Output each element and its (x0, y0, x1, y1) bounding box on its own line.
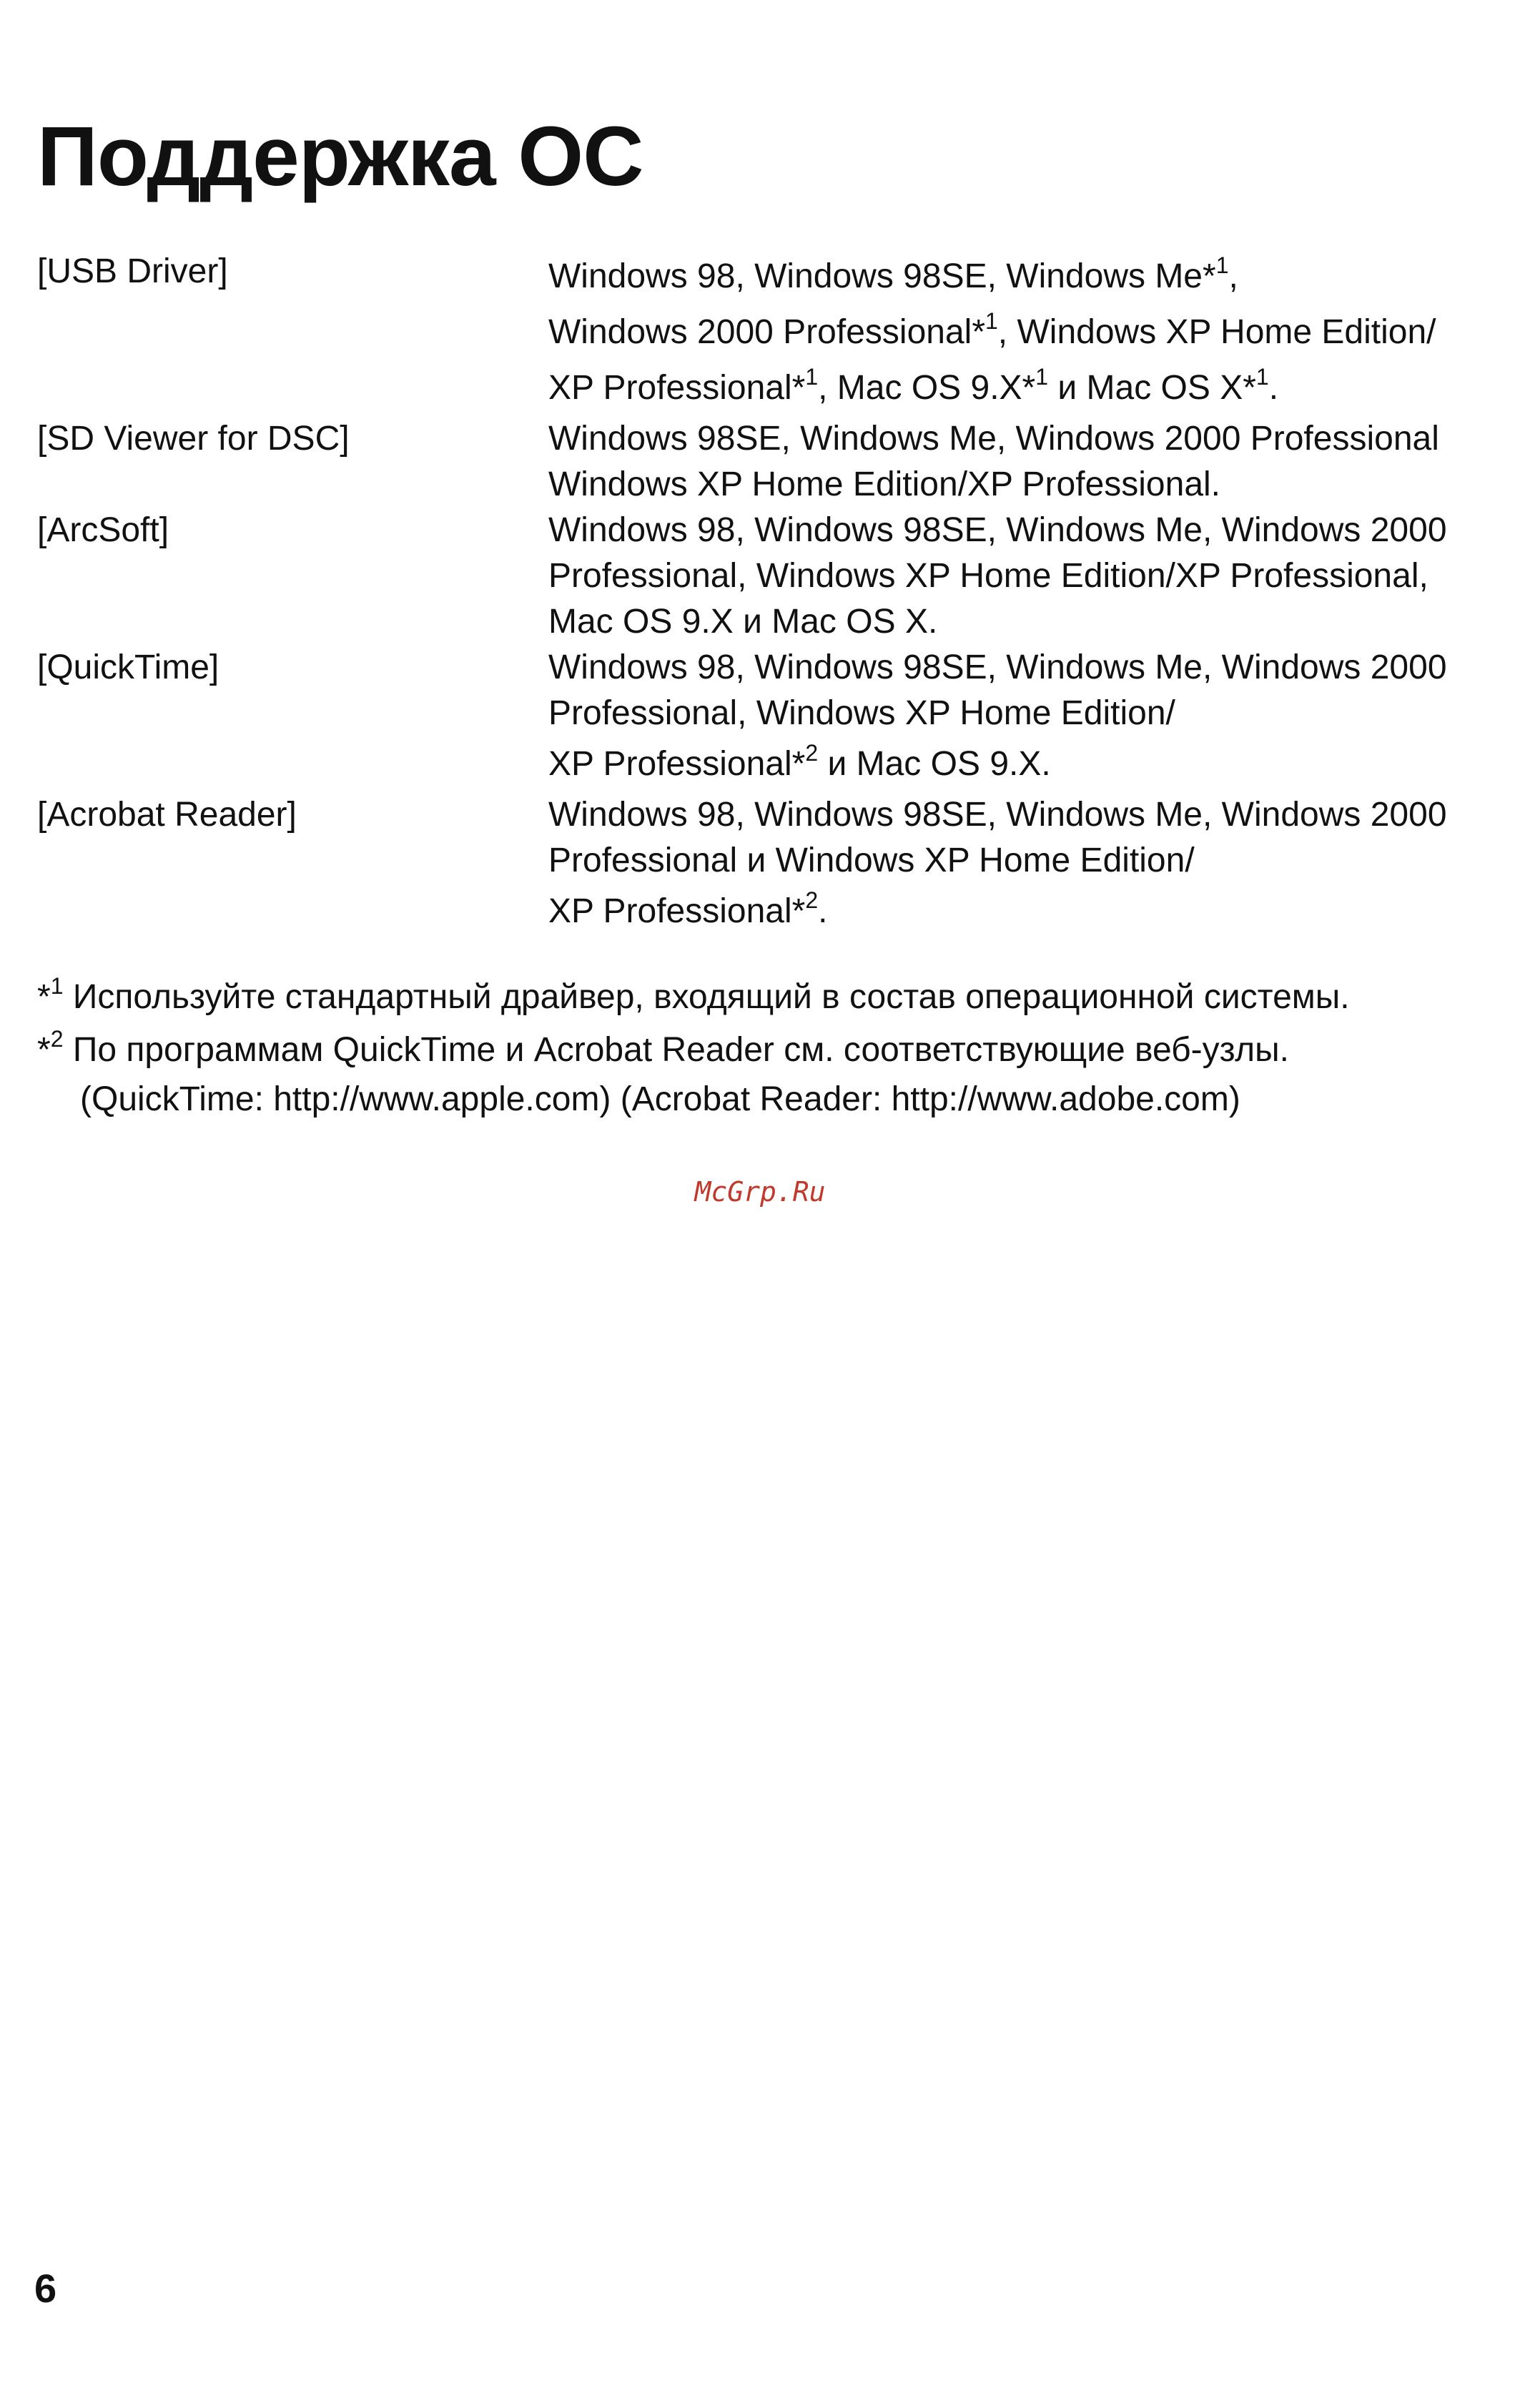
footnote-1: *$^1$ Используйте стандартный драйвер, входящий в состав операционной системы. (37, 973, 1350, 1016)
value-line: Windows 98SE, Windows Me, Windows 2000 Professional (548, 420, 1439, 458)
row-value (548, 645, 1496, 792)
row-value (548, 792, 1496, 939)
value-line: Windows 2000 Professional*$^1$, Windows XP Home Edition/ (548, 308, 1436, 351)
row-value (548, 416, 1496, 508)
table-row-usb-driver (37, 249, 1496, 416)
os-support-table (37, 249, 1496, 939)
value-line: Windows XP Home Edition/XP Professional. (548, 465, 1221, 503)
value-line: Professional, Windows XP Home Edition/XP Professional, (548, 557, 1428, 595)
table-row-sd-viewer (37, 416, 1496, 508)
value-line: Mac OS 9.X и Mac OS X. (548, 603, 938, 641)
row-value (548, 508, 1496, 645)
row-label: [USB Driver] (37, 252, 228, 290)
row-label: [QuickTime] (37, 648, 219, 686)
row-label: [SD Viewer for DSC] (37, 420, 350, 458)
table-row-quicktime (37, 645, 1496, 792)
value-line: Windows 98, Windows 98SE, Windows Me, Windows 2000 (548, 648, 1447, 686)
row-label: [Acrobat Reader] (37, 796, 297, 834)
footnotes (37, 971, 1496, 1122)
page-number: 6 (34, 2266, 57, 2311)
value-line: XP Professional*$^2$. (548, 887, 828, 930)
value-line: XP Professional*$^2$ и Mac OS 9.X. (548, 740, 1051, 783)
value-line: Professional, Windows XP Home Edition/ (548, 694, 1175, 732)
table-row-arcsoft (37, 508, 1496, 645)
table-row-acrobat-reader (37, 792, 1496, 939)
footnote-2: *$^2$ По программам QuickTime и Acrobat Reader см. соответствующие веб-узлы. (37, 1026, 1289, 1069)
watermark: McGrp.Ru (694, 1176, 826, 1208)
row-label: [ArcSoft] (37, 511, 169, 549)
value-line: Professional и Windows XP Home Edition/ (548, 842, 1195, 879)
value-line: XP Professional*$^1$, Mac OS 9.X*$^1$ и Mac OS X*$^1$. (548, 364, 1279, 407)
value-line: Windows 98, Windows 98SE, Windows Me, Windows 2000 (548, 511, 1447, 549)
footnote-2-links: (QuickTime: http://www.apple.com) (Acrobat Reader: http://www.adobe.com) (80, 1080, 1240, 1118)
value-line: Windows 98, Windows 98SE, Windows Me*$^1$, (548, 252, 1238, 295)
row-value (548, 249, 1496, 416)
page-title: Поддержка ОС (37, 109, 643, 204)
value-line: Windows 98, Windows 98SE, Windows Me, Windows 2000 (548, 796, 1447, 834)
